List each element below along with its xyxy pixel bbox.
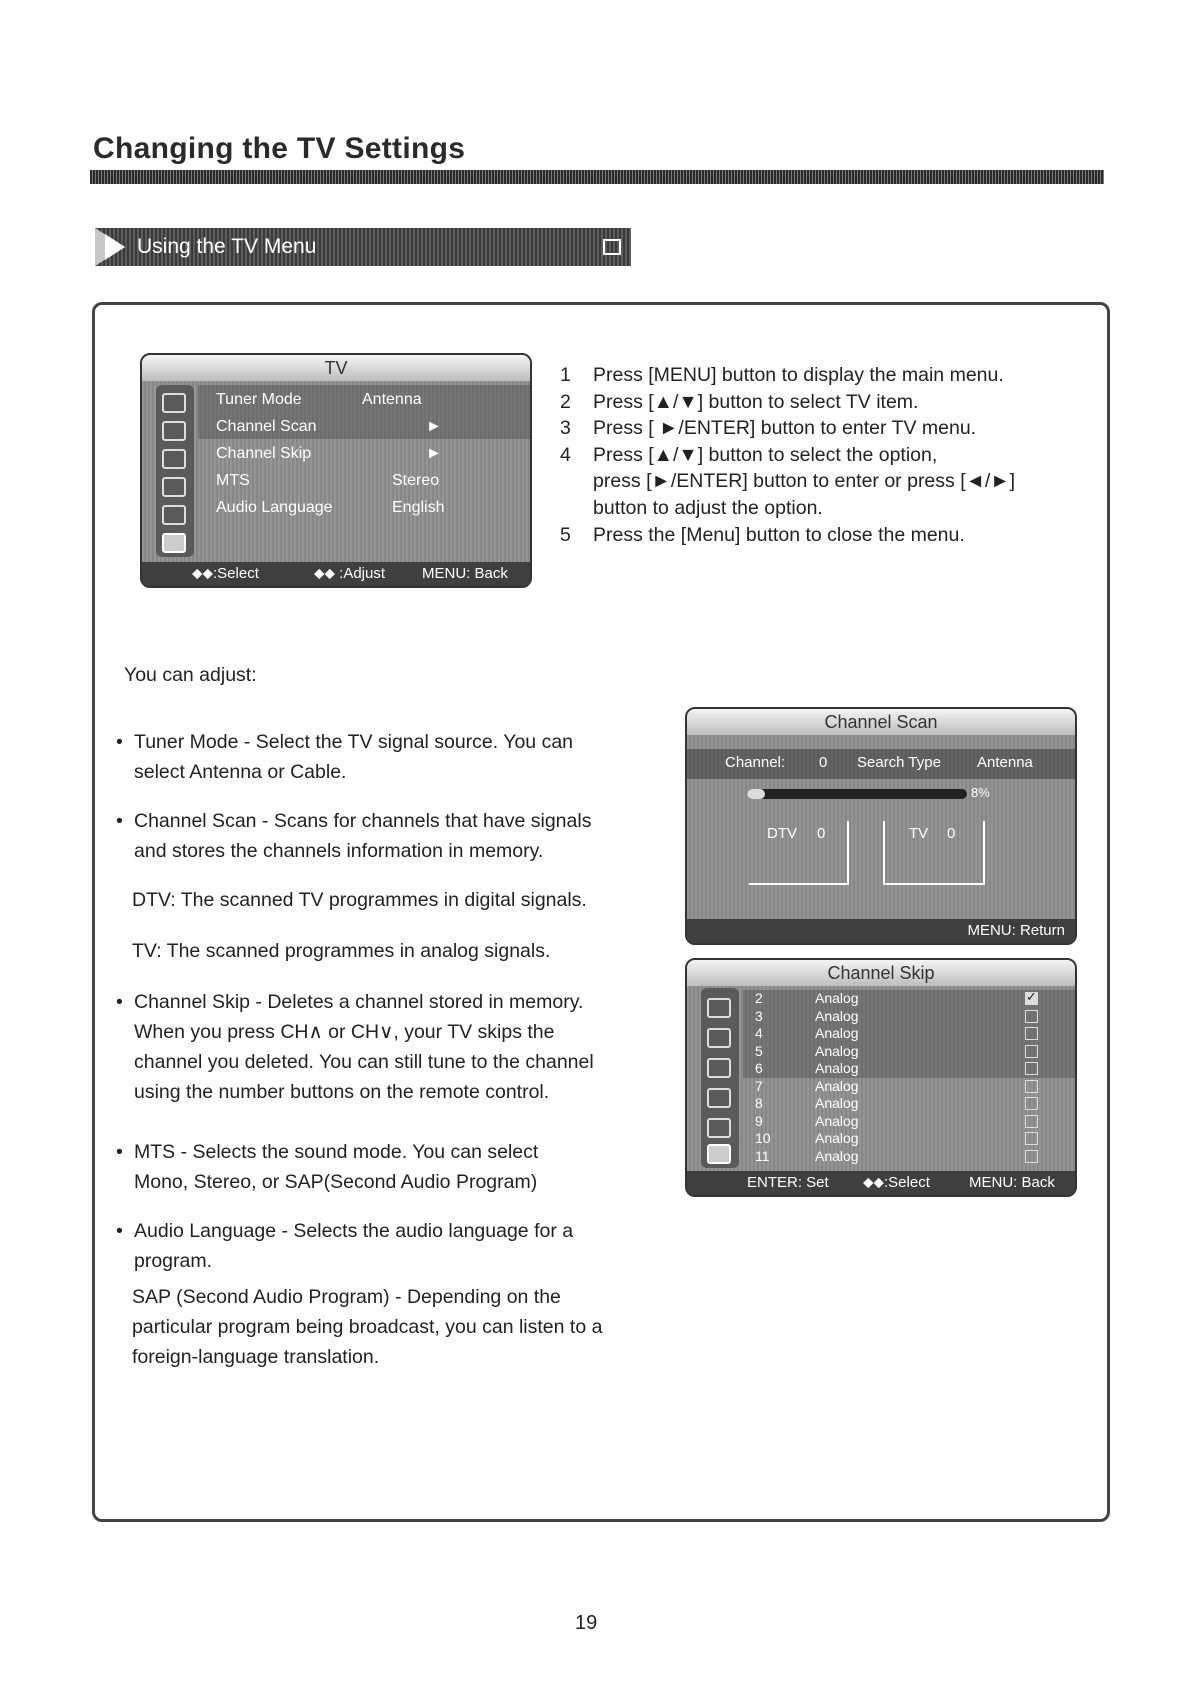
section-banner-label: Using the TV Menu bbox=[137, 235, 317, 258]
channel-skip-row-number: 11 bbox=[755, 1147, 770, 1164]
sound-icon bbox=[162, 421, 186, 441]
channel-skip-checkbox[interactable] bbox=[1025, 1027, 1038, 1040]
bullet-audio-language: • Audio Language - Selects the audio language for a program. bbox=[116, 1220, 574, 1272]
tv-menu-screenshot bbox=[140, 353, 532, 588]
channel-skip-checkbox[interactable] bbox=[1025, 992, 1038, 1005]
channel-scan-footer-return: MENU: Return bbox=[967, 922, 1065, 939]
tv-menu-item-label: MTS bbox=[216, 472, 250, 489]
tv-menu-item-value: ► bbox=[426, 445, 442, 462]
tv-menu-item-label: Channel Skip bbox=[216, 445, 312, 462]
channel-skip-footer-set: ENTER: Set bbox=[747, 1174, 829, 1191]
channel-skip-footer-select: ⬥⬥:Select bbox=[863, 1174, 930, 1191]
channel-skip-checkbox[interactable] bbox=[1025, 1062, 1038, 1075]
channel-skip-row-type: Analog bbox=[815, 1060, 859, 1076]
search-type-label: Search Type bbox=[857, 754, 941, 771]
channel-skip-checkbox[interactable] bbox=[1025, 1080, 1038, 1093]
channel-scan-header: Channel Scan bbox=[687, 709, 1075, 735]
tv-menu-item-label: Channel Scan bbox=[216, 418, 317, 435]
display-icon bbox=[707, 1118, 731, 1138]
scan-progress-text: 8% bbox=[971, 785, 990, 800]
channel-skip-row-type: Analog bbox=[815, 1007, 859, 1024]
tv-icon bbox=[162, 533, 186, 553]
channel-skip-header: Channel Skip bbox=[687, 960, 1075, 986]
channel-skip-row-number: 4 bbox=[755, 1025, 763, 1041]
step-item: 4 Press [▲/▼] button to select the option, press [►/ENTER] button to enter or press [◄/►] button to adjust the option. bbox=[560, 443, 1016, 519]
steps-list bbox=[560, 362, 1015, 548]
channel-skip-row-type: Analog bbox=[815, 1025, 859, 1041]
intro-text: You can adjust: bbox=[124, 664, 257, 686]
channel-skip-row-number: 3 bbox=[755, 1007, 763, 1024]
dtv-description: DTV: The scanned TV programmes in digital signals. bbox=[132, 889, 587, 911]
scan-progress-track bbox=[747, 789, 967, 799]
tv-menu-item-value: English bbox=[392, 499, 445, 516]
picture-icon bbox=[162, 393, 186, 413]
lock-icon bbox=[707, 1088, 731, 1108]
channel-skip-row-type: Analog bbox=[815, 1130, 859, 1146]
channel-skip-row-number: 8 bbox=[755, 1095, 763, 1111]
bullet-channel-scan: • Channel Scan - Scans for channels that have signals and stores the channels information in memory. bbox=[116, 810, 592, 862]
channel-skip-row-type: Analog bbox=[815, 1042, 859, 1059]
channel-skip-checkbox[interactable] bbox=[1025, 1010, 1038, 1023]
tv-value: 0 bbox=[947, 825, 956, 842]
tv-menu-header: TV bbox=[142, 355, 530, 381]
dtv-label: DTV bbox=[767, 825, 797, 842]
channel-skip-checkbox[interactable] bbox=[1025, 1097, 1038, 1110]
search-type-value: Antenna bbox=[977, 754, 1033, 771]
dtv-count-box bbox=[749, 821, 849, 885]
channel-scan-footer bbox=[687, 919, 1075, 943]
channel-skip-row-type: Analog bbox=[815, 1095, 859, 1111]
setup-icon bbox=[162, 449, 186, 469]
tv-menu-item-label: Tuner Mode bbox=[216, 391, 302, 408]
channel-skip-row-type: Analog bbox=[815, 1147, 859, 1164]
channel-skip-row-type: Analog bbox=[815, 990, 859, 1006]
step-item: 5 Press the [Menu] button to close the menu. bbox=[560, 523, 965, 546]
setup-icon bbox=[707, 1058, 731, 1078]
scan-progress-fill bbox=[747, 789, 765, 799]
tv-menu-footer bbox=[142, 562, 530, 586]
tv-count-box bbox=[883, 821, 985, 885]
tv-label: TV bbox=[909, 825, 929, 842]
channel-value: 0 bbox=[819, 754, 828, 771]
channel-label: Channel: bbox=[725, 754, 786, 771]
tv-menu-item-value: ► bbox=[426, 418, 442, 435]
channel-skip-row-number: 5 bbox=[755, 1042, 763, 1059]
lock-icon bbox=[162, 477, 186, 497]
bullet-tuner-mode: • Tuner Mode - Select the TV signal source. You can select Antenna or Cable. bbox=[116, 731, 574, 783]
channel-skip-checkbox[interactable] bbox=[1025, 1115, 1038, 1128]
channel-skip-footer bbox=[687, 1171, 1075, 1195]
channel-skip-checkbox[interactable] bbox=[1025, 1132, 1038, 1145]
tv-description: TV: The scanned programmes in analog signals. bbox=[132, 940, 551, 962]
channel-scan-screenshot bbox=[685, 707, 1077, 945]
tv-menu-footer-select: ⬥⬥:Select bbox=[192, 565, 259, 582]
channel-skip-row-type: Analog bbox=[815, 1112, 859, 1129]
tv-menu-item-value: Antenna bbox=[362, 391, 422, 408]
title-rule bbox=[90, 170, 1104, 184]
channel-skip-row-number: 6 bbox=[755, 1060, 763, 1076]
tv-menu-item-label: Audio Language bbox=[216, 499, 333, 516]
channel-skip-row-number: 9 bbox=[755, 1112, 763, 1129]
chevron-right-icon bbox=[105, 234, 125, 260]
channel-skip-row-type: Analog bbox=[815, 1077, 859, 1094]
step-item: 3 Press [ ►/ENTER] button to enter TV menu. bbox=[560, 417, 977, 440]
picture-icon bbox=[707, 998, 731, 1018]
bullet-mts: • MTS - Selects the sound mode. You can select Mono, Stereo, or SAP(Second Audio Program) bbox=[116, 1141, 539, 1193]
bullet-channel-skip: • Channel Skip - Deletes a channel stored in memory. When you press CH∧ or CH∨, your TV skips the channel you deleted. You can still tune to the channel using the number buttons on the remote control. bbox=[116, 991, 594, 1103]
dtv-value: 0 bbox=[817, 825, 826, 842]
display-icon bbox=[162, 505, 186, 525]
sound-icon bbox=[707, 1028, 731, 1048]
sap-description: SAP (Second Audio Program) - Depending on the particular program being broadcast, you can listen to a foreign-language translation. bbox=[132, 1286, 603, 1368]
channel-skip-row-number: 7 bbox=[755, 1077, 763, 1094]
step-item: 1 Press [MENU] button to display the main menu. bbox=[560, 364, 1004, 386]
channel-skip-row-number: 10 bbox=[755, 1130, 771, 1146]
tv-menu-item-value: Stereo bbox=[392, 472, 440, 489]
channel-skip-row-number: 2 bbox=[755, 990, 763, 1006]
page-title: Changing the TV Settings bbox=[93, 132, 466, 165]
tv-menu-footer-adjust: ⬥⬥ :Adjust bbox=[314, 565, 386, 582]
tv-icon bbox=[707, 1144, 731, 1164]
channel-skip-checkbox[interactable] bbox=[1025, 1150, 1038, 1163]
tv-menu-footer-back: MENU: Back bbox=[422, 565, 508, 582]
banner-square-icon bbox=[603, 239, 621, 255]
channel-skip-sidebar bbox=[701, 988, 739, 1168]
channel-skip-footer-back: MENU: Back bbox=[969, 1174, 1055, 1191]
channel-skip-screenshot bbox=[685, 958, 1077, 1197]
section-banner bbox=[95, 228, 631, 266]
tv-menu-sidebar bbox=[156, 385, 194, 557]
channel-skip-checkbox[interactable] bbox=[1025, 1045, 1038, 1058]
step-item: 2 Press [▲/▼] button to select TV item. bbox=[560, 390, 919, 413]
page-number: 19 bbox=[575, 1612, 598, 1634]
